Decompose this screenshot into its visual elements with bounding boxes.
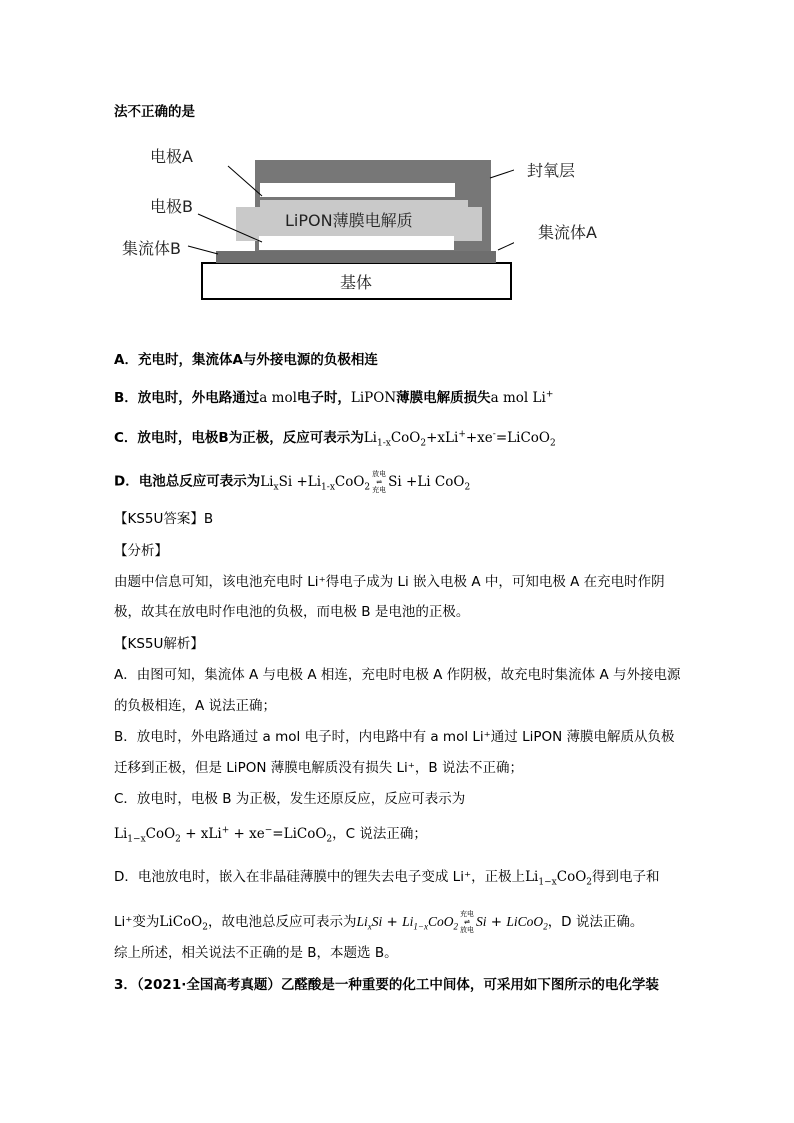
collector-b-strip	[216, 251, 496, 263]
electrode-a-label: 电极A	[150, 147, 193, 166]
explain-label: 【KS5U解析】	[114, 636, 204, 652]
collector-b-leader	[188, 246, 218, 254]
explain-d-line-1: D．电池放电时，嵌入在非晶硅薄膜中的锂失去电子变成 Li⁺，正极上$Li_{1-x}CoO_2$得到电子和	[114, 869, 660, 888]
analysis-line-2: 极，故其在放电时作电池的负极，而电极 B 是电池的正极。	[114, 604, 470, 620]
oxygen-layer-text: 封氧层	[527, 161, 576, 180]
option-a: A．充电时，集流体A与外接电源的负极相连	[114, 352, 378, 368]
explain-b-line-1: B．放电时，外电路通过 a mol 电子时，内电路中有 a mol Li⁺通过 LiPON 薄膜电解质从负极	[114, 729, 675, 745]
collector-b-label: 集流体B	[122, 239, 181, 258]
analysis-label: 【分析】	[114, 543, 168, 559]
electrolyte-label: LiPON薄膜电解质	[285, 211, 413, 230]
collector-a-text: 集流体A	[538, 223, 597, 242]
battery-diagram	[114, 138, 514, 308]
explain-c-line-1: C．放电时，电极 B 为正极，发生还原反应，反应可表示为	[114, 791, 466, 807]
question-tail: 法不正确的是	[114, 104, 195, 120]
oxygen-layer-leader	[490, 168, 514, 178]
next-question: 3．（2021·全国高考真题）乙醛酸是一种重要的化工中间体，可采用如下图所示的电化学装	[114, 977, 659, 993]
collector-a-leader	[498, 240, 514, 250]
explain-d-line-2: Li⁺变为LiCoO$_2$，故电池总反应可表示为$Li_xSi + Li_{1-x}CoO_2$ 充电 ⇌ 放电 Si + LiCoO$_2$，D 说法正确。	[114, 910, 644, 934]
option-b: B．放电时，外电路通过a mol电子时，LiPON薄膜电解质损失a mol Li+	[114, 389, 554, 406]
electrode-a-block	[260, 183, 455, 197]
explain-c-equation: $Li_{1-x}CoO_2 + xLi^+$ + xe−=LiCoO$_2$，C 说法正确；	[114, 825, 427, 845]
substrate-label: 基体	[340, 273, 373, 292]
answer-label: 【KS5U答案】B	[114, 511, 214, 527]
explain-b-line-2: 迁移到正极，但是 LiPON 薄膜电解质没有损失 Li⁺，B 说法不正确；	[114, 760, 523, 776]
electrode-b-label: 电极B	[150, 197, 193, 216]
option-c: C．放电时，电极B为正极，反应可表示为$Li_{1-x}CoO_2+xLi^++xe^-=LiCoO_2$	[114, 429, 556, 449]
option-d: D．电池总反应可表示为$Li_xSi +Li_{1-x}CoO_2$ 放电 ⇌ 充电 Si +Li CoO$_2$	[114, 470, 471, 494]
explain-a-line-2: 的负极相连，A 说法正确；	[114, 698, 277, 714]
analysis-line-1: 由题中信息可知，该电池充电时 Li⁺得电子成为 Li 嵌入电极 A 中，可知电极 A 在充电时作阴	[114, 574, 665, 590]
explain-a-line-1: A．由图可知，集流体 A 与电极 A 相连，充电时电极 A 作阴极，故充电时集流体 A 与外接电源	[114, 667, 681, 683]
electrode-b-block	[259, 236, 454, 250]
summary-line: 综上所述，相关说法不正确的是 B，本题选 B。	[114, 945, 398, 961]
